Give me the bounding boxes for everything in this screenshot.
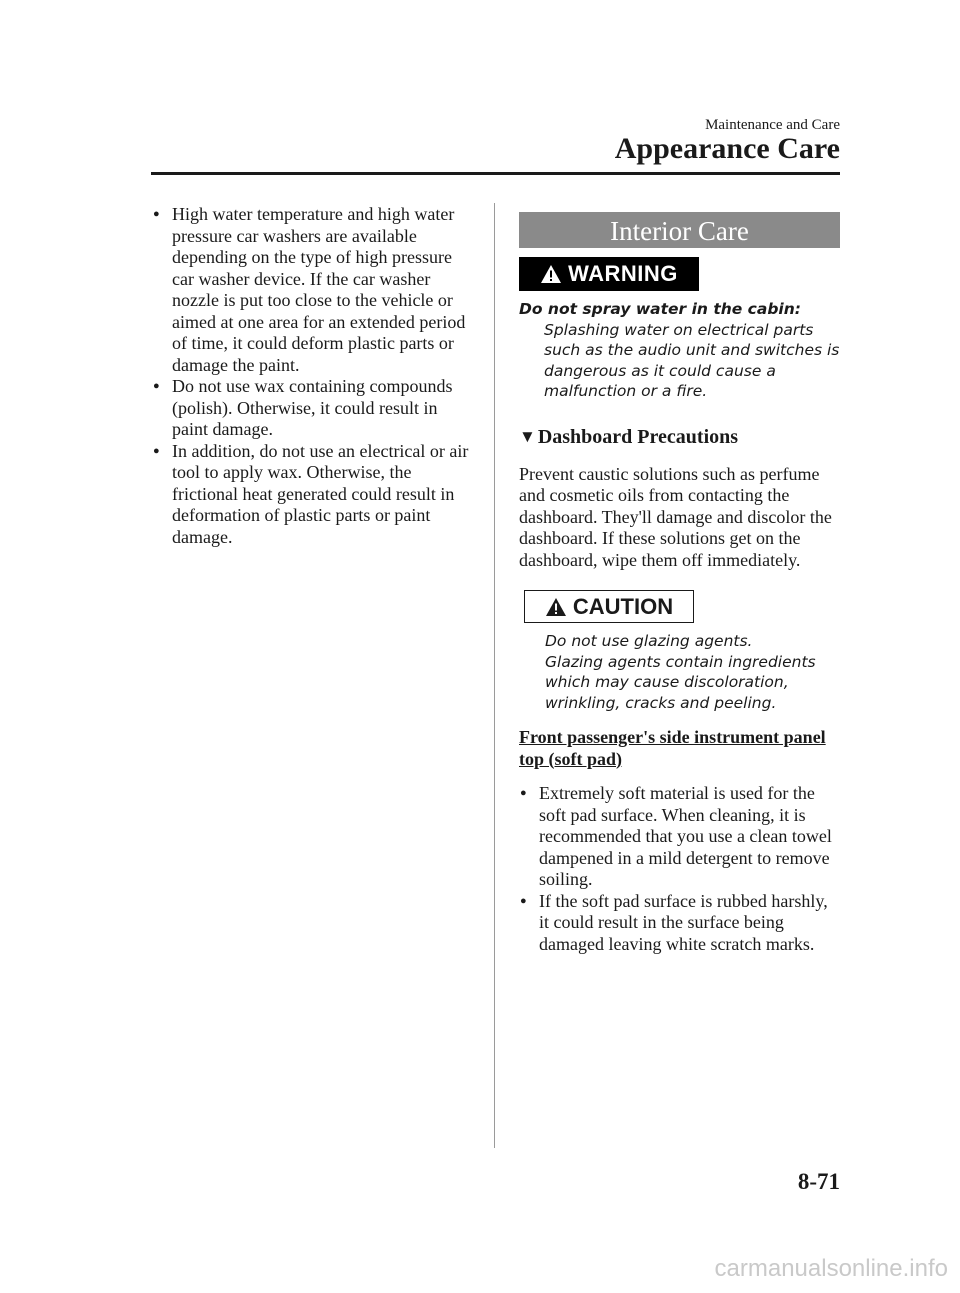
bullet-dot-icon: ● (153, 444, 160, 457)
subsection-title: Dashboard Precautions (537, 425, 739, 448)
subsection-dashboard-precautions (519, 426, 840, 449)
warning-text: Splashing water on electrical parts such as the audio unit and switches is dangerous as it could cause a malfunction or a fire. (544, 320, 840, 400)
warning-label: WARNING (568, 261, 678, 286)
caution-label: CAUTION (572, 593, 674, 619)
watermark: carmanualsonline.info (714, 1255, 948, 1282)
bullet-dot-icon: ● (520, 894, 527, 907)
list-item (519, 891, 840, 956)
subsection-text: Prevent caustic solutions such as perfume and cosmetic oils from contacting the dashboard. They'll damage and discolor the dashboard. If these solutions get on the dashboard, wipe them off immediately. (519, 463, 832, 570)
header-chapter-title: Appearance Care (614, 132, 840, 165)
header-section-name: Maintenance and Care (705, 117, 840, 133)
page-number: 8-71 (797, 1169, 840, 1194)
left-column (152, 204, 474, 548)
warning-triangle-icon (540, 264, 562, 284)
caution-badge (524, 590, 694, 623)
list-item (152, 204, 474, 376)
right-column (519, 212, 840, 955)
header-rule (151, 172, 840, 175)
caution-body (545, 631, 840, 713)
list-item-text: Extremely soft material is used for the soft pad surface. When cleaning, it is recommended that you use a clean towel dampened in a mild detergent to remove soiling. (539, 783, 832, 889)
list-item-text: If the soft pad surface is rubbed harshly, it could result in the surface being damaged leaving white scratch marks. (539, 890, 828, 954)
caution-triangle-icon (545, 597, 567, 617)
warning-body (519, 299, 840, 402)
right-bullet-list (519, 783, 840, 955)
caution-text: Glazing agents contain ingredients which may cause discoloration, wrinkling, cracks and peeling. (545, 652, 816, 712)
list-item-text: High water temperature and high water pressure car washers are available depending on the type of high pressure car washer device. If the car washer nozzle is put too close to the vehicle or aimed at one area for an extended period of time, it could deform plastic parts or damage the paint. (172, 204, 466, 375)
warning-badge (519, 257, 699, 291)
list-item-text: Do not use wax containing compounds (polish). Otherwise, it could result in paint damage. (172, 376, 453, 439)
column-divider (494, 203, 495, 1148)
warning-heading: Do not spray water in the cabin: (519, 300, 801, 318)
list-item (519, 783, 840, 891)
left-bullet-list (152, 204, 474, 548)
instrument-panel-heading: Front passenger's side instrument panel top (soft pad) (519, 727, 826, 769)
list-item-text: In addition, do not use an electrical or air tool to apply wax. Otherwise, the frictional heat generated could result in deformation of plastic parts or paint damage. (172, 440, 469, 547)
caution-heading: Do not use glazing agents. (545, 632, 753, 650)
list-item (152, 376, 474, 441)
bullet-dot-icon: ● (153, 208, 160, 220)
bullet-dot-icon: ● (520, 787, 527, 799)
triangle-down-icon: ▼ (519, 427, 536, 446)
list-item (152, 441, 474, 549)
bullet-dot-icon: ● (153, 380, 160, 392)
section-title-interior-care: Interior Care (519, 212, 840, 248)
